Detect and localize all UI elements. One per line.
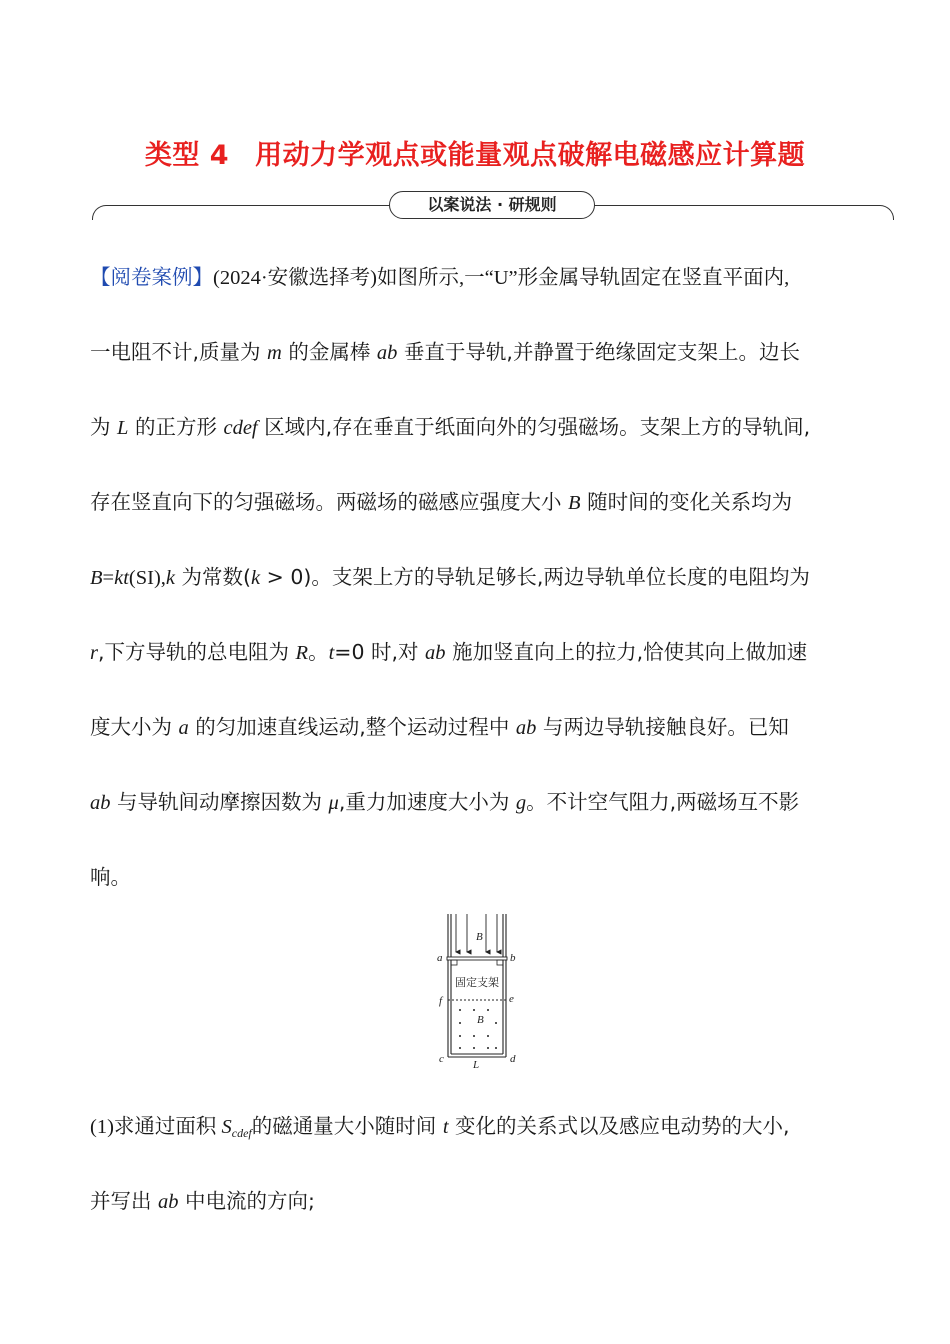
- circuit-figure: [436, 912, 522, 1072]
- label-d: d: [510, 1053, 516, 1065]
- case-line-5: B=kt(SI),k 为常数(k > 0)。支架上方的导轨足够长,两边导轨单位长度的电阻均为: [90, 565, 810, 589]
- label-c: c: [439, 1053, 444, 1065]
- case-line-7: 度大小为 a 的匀加速直线运动,整个运动过程中 ab 与两边导轨接触良好。已知: [90, 715, 789, 739]
- label-L: L: [473, 1059, 480, 1071]
- label-support: 固定支架: [455, 976, 499, 989]
- metal-rod-ab: [447, 957, 507, 960]
- case-paragraph: [90, 240, 870, 915]
- case-line-6: r,下方导轨的总电阻为 R。t=0 时,对 ab 施加竖直向上的拉力,恰使其向上做加速: [90, 640, 808, 664]
- label-f: f: [439, 995, 443, 1007]
- case-line-2: 一电阻不计,质量为 m 的金属棒 ab 垂直于导轨,并静置于绝缘固定支架上。边长: [90, 340, 800, 364]
- section-title: [0, 133, 950, 172]
- label-B-top: B: [476, 931, 483, 943]
- section-number: 类型 4: [144, 140, 230, 171]
- label-e: e: [509, 993, 514, 1005]
- section-title-text: 用动力学观点或能量观点破解电磁感应计算题: [255, 140, 806, 171]
- case-line-9: 响。: [90, 865, 131, 889]
- question-1: [90, 1089, 870, 1239]
- case-line-8: ab 与导轨间动摩擦因数为 μ,重力加速度大小为 g。不计空气阻力,两磁场互不影: [90, 790, 800, 814]
- question-1-line-2: 并写出 ab 中电流的方向;: [90, 1189, 315, 1213]
- banner-label: 以案说法 · 研规则: [389, 191, 595, 219]
- question-1-line-1: (1)求通过面积 $S_{cdef}$的磁通量大小随时间 t 变化的关系式以及感应电动势的大小,: [90, 1114, 790, 1140]
- label-B-bottom: B: [477, 1014, 484, 1026]
- label-b: b: [510, 952, 516, 964]
- case-line-4: 存在竖直向下的匀强磁场。两磁场的磁感应强度大小 B 随时间的变化关系均为: [90, 490, 793, 514]
- case-tag: 【阅卷案例】: [90, 265, 213, 289]
- support-bracket: [451, 960, 503, 965]
- case-line-1: 【阅卷案例】(2024·安徽选择考)如图所示,一“U”形金属导轨固定在竖直平面内,: [90, 265, 790, 289]
- case-line-3: 为 L 的正方形 cdef 区域内,存在垂直于纸面向外的匀强磁场。支架上方的导轨间,: [90, 415, 811, 439]
- label-a: a: [437, 952, 443, 964]
